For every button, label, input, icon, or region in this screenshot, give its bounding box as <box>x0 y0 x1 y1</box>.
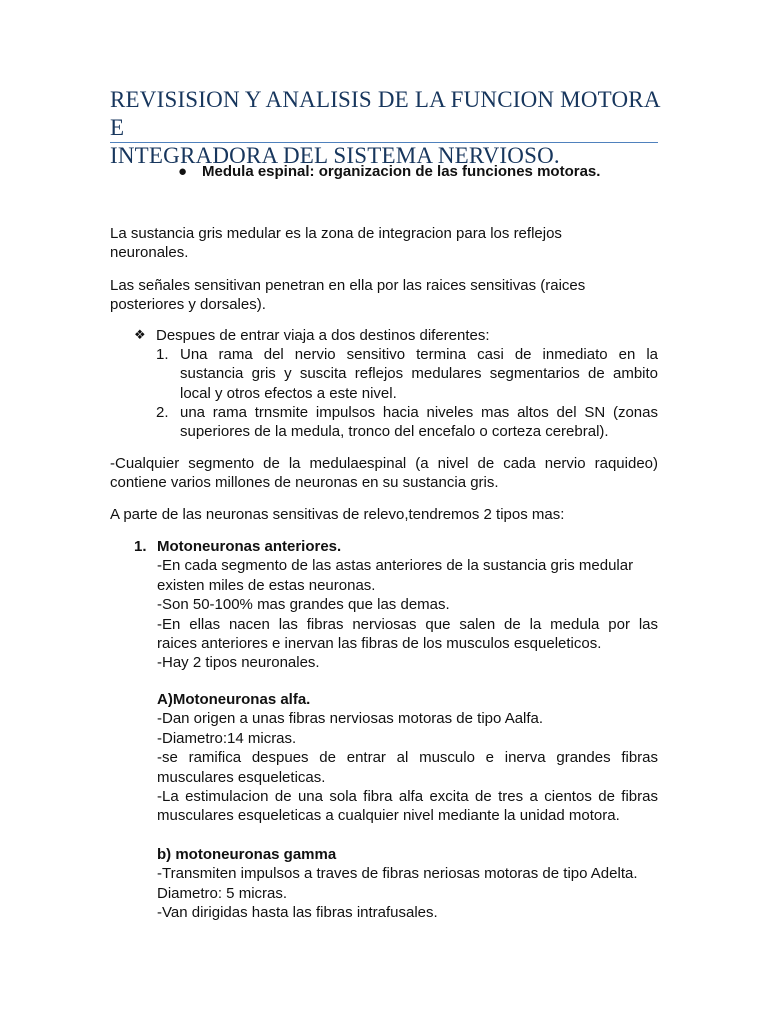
item-line: sustancia gris y suscita reflejos medulares segmentarios de ambito <box>180 365 658 383</box>
title-line-1: REVISISION Y ANALISIS DE LA FUNCION MOTORA E <box>110 87 660 140</box>
diamond-item-text: Despues de entrar viaja a dos destinos diferentes: <box>156 327 490 344</box>
subsection-heading: A)Motoneuronas alfa. <box>157 691 311 708</box>
document-title <box>110 86 670 170</box>
body-line: musculares esqueleticas a cualquier nivel mediante la unidad motora. <box>157 807 620 825</box>
paragraph-sustancia-gris <box>110 224 658 263</box>
bullet-heading-text: Medula espinal: organizacion de las funciones motoras. <box>202 163 601 180</box>
body-line: existen miles de estas neuronas. <box>157 576 376 594</box>
section-heading: Motoneuronas anteriores. <box>157 538 342 555</box>
title-underline <box>110 142 658 143</box>
body-line: -En ellas nacen las fibras nerviosas que salen de la medula por las <box>157 615 658 633</box>
paragraph-tipos: A parte de las neuronas sensitivas de relevo,tendremos 2 tipos mas: <box>110 506 565 523</box>
body-line: raices anteriores e inervan las fibras de los musculos esqueleticos. <box>157 635 602 653</box>
section-number: 1. <box>134 538 147 555</box>
paragraph-line: Las señales sensitivan penetran en ella por las raices sensitivas (raices <box>110 277 586 294</box>
motoneuronas-gamma-block <box>157 845 658 923</box>
title-line-2: INTEGRADORA DEL SISTEMA NERVIOSO. <box>110 143 560 168</box>
body-line: -Dan origen a unas fibras nerviosas motoras de tipo Aalfa. <box>157 710 544 728</box>
paragraph-segmento <box>110 454 658 493</box>
body-line: -La estimulacion de una sola fibra alfa excita de tres a cientos de fibras <box>157 788 658 806</box>
item-line: Una rama del nervio sensitivo termina casi de inmediato en la <box>180 346 658 363</box>
body-line: Diametro: 5 micras. <box>157 884 288 902</box>
body-line: -Hay 2 tipos neuronales. <box>157 654 320 672</box>
item-number: 2. <box>156 404 169 421</box>
paragraph-line: La sustancia gris medular es la zona de integracion para los reflejos <box>110 225 562 242</box>
item-line: superiores de la medula, tronco del encefalo o corteza cerebral). <box>180 423 609 441</box>
paragraph-line: neuronales. <box>110 244 189 262</box>
body-line: -Diametro:14 micras. <box>157 729 297 747</box>
diamond-bullet-icon: ❖ <box>134 328 146 343</box>
item-line: una rama trnsmite impulsos hacia niveles mas altos del SN (zonas <box>180 404 658 421</box>
body-line: musculares esqueleticas. <box>157 768 326 786</box>
paragraph-line: contiene varios millones de neuronas en su sustancia gris. <box>110 474 499 492</box>
body-line: -se ramifica despues de entrar al musculo e inerva grandes fibras <box>157 749 658 767</box>
body-line: -En cada segmento de las astas anteriores de la sustancia gris medular <box>157 557 634 575</box>
subsection-heading: b) motoneuronas gamma <box>157 846 337 863</box>
paragraph-line: posteriores y dorsales). <box>110 296 266 314</box>
paragraph-senales <box>110 276 658 315</box>
item-line: local y otros efectos a este nivel. <box>180 384 397 402</box>
motoneuronas-anteriores-body <box>157 537 658 673</box>
motoneuronas-alfa-block <box>157 690 658 826</box>
paragraph-line: -Cualquier segmento de la medulaespinal (a nivel de cada nervio raquideo) <box>110 455 658 472</box>
body-line: -Van dirigidas hasta las fibras intrafusales. <box>157 904 438 922</box>
bullet-dot-icon: ● <box>178 163 188 180</box>
item-number: 1. <box>156 346 169 363</box>
body-line: -Transmiten impulsos a traves de fibras neriosas motoras de tipo Adelta. <box>157 865 638 883</box>
body-line: -Son 50-100% mas grandes que las demas. <box>157 596 450 614</box>
